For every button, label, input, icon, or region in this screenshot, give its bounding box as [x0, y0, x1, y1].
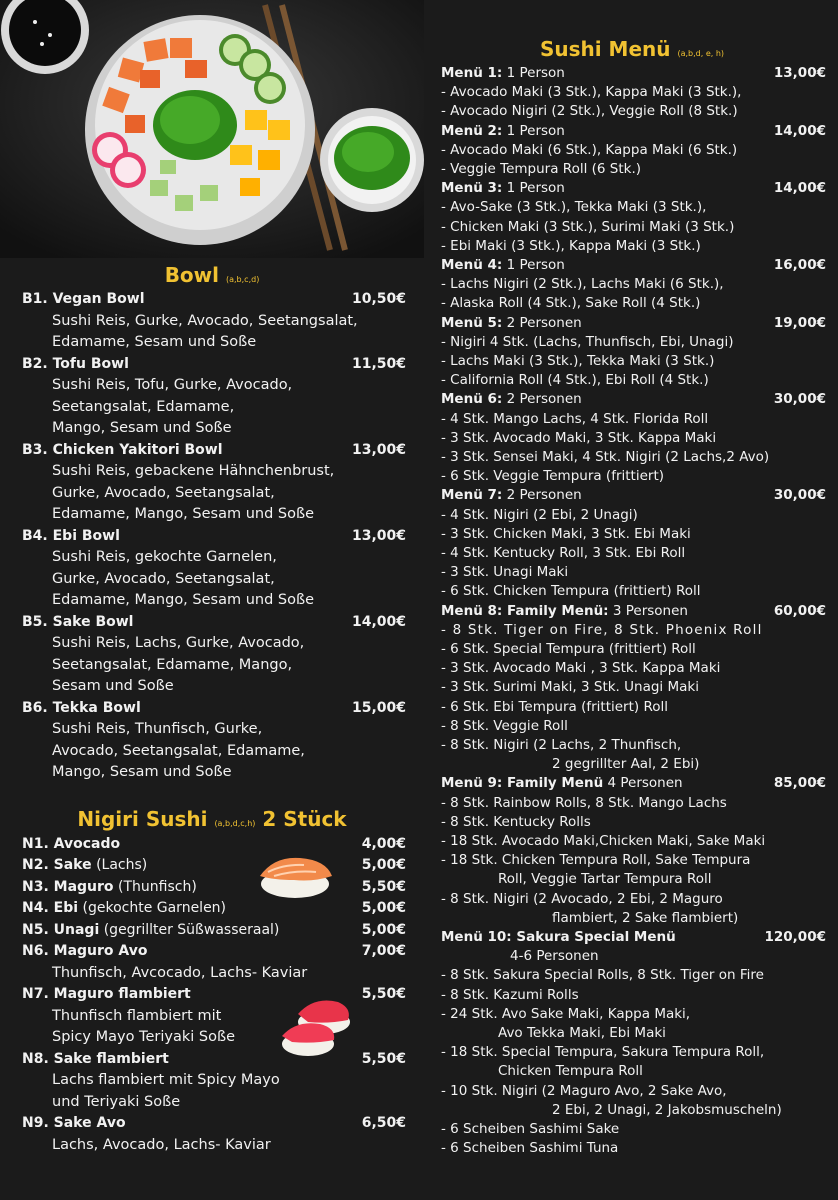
- sushi-menu-persons: 2 Personen: [502, 314, 582, 331]
- sushi-menu-name-wrap: [441, 928, 676, 947]
- sushi-menu-title: Sushi Menü: [539, 37, 671, 61]
- nigiri-item: [0, 941, 424, 984]
- nigiri-item-name-wrap: [22, 1113, 126, 1135]
- nigiri-item-name-wrap: [22, 877, 197, 899]
- sushi-menu-line: - Nigiri 4 Stk. (Lachs, Thunfisch, Ebi, Unagi): [441, 333, 734, 350]
- sushi-menu-line: - 18 Stk. Avocado Maki,Chicken Maki, Sake Maki: [441, 832, 766, 849]
- nigiri-item-description: Spicy Mayo Teriyaki Soße: [52, 1029, 235, 1045]
- sushi-menu-header: [432, 122, 832, 141]
- sushi-menu-line: - 6 Scheiben Sashimi Tuna: [441, 1140, 619, 1157]
- sushi-menu-line: - Chicken Maki (3 Stk.), Surimi Maki (3 Stk.): [441, 218, 735, 235]
- sushi-menu-line: - 6 Stk. Chicken Tempura (frittiert) Roll: [441, 583, 701, 600]
- nigiri-item-name-wrap: [22, 834, 120, 856]
- sushi-menu-label: Menü 3:: [441, 180, 503, 197]
- nigiri-item-note: (gekochte Garnelen): [78, 900, 227, 916]
- nigiri-item-note: (Thunfisch): [113, 878, 197, 895]
- nigiri-suffix: 2 Stück: [262, 806, 347, 831]
- sushi-menu-persons: 2 Personen: [502, 391, 582, 408]
- sushi-menu-line: - 3 Stk. Surimi Maki, 3 Stk. Unagi Maki: [441, 679, 699, 696]
- sushi-menu-label: Menü 4:: [441, 256, 503, 273]
- sushi-menu-line: - California Roll (4 Stk.), Ebi Roll (4 Stk.): [441, 372, 709, 389]
- sushi-menu-label: Menü 1:: [441, 65, 503, 81]
- salmon-nigiri-photo: [254, 850, 336, 906]
- bowl-item-description: Mango, Sesam und Soße: [52, 764, 232, 780]
- bowl-item: [0, 526, 424, 612]
- bowl-item-price: 13,00€: [351, 441, 406, 458]
- bowl-item: [0, 354, 424, 440]
- nigiri-item-note: (Lachs): [91, 857, 148, 873]
- sushi-menu-line: - Alaska Roll (4 Stk.), Sake Roll (4 Stk.): [441, 295, 701, 312]
- sushi-menu-line: Chicken Tempura Roll: [498, 1063, 643, 1080]
- sushi-menu-line: - Avocado Nigiri (2 Stk.), Veggie Roll (8 Stk.): [441, 103, 738, 120]
- bowl-item-price: 13,00€: [351, 527, 406, 544]
- nigiri-item-price: 5,50€: [361, 878, 406, 895]
- nigiri-item-row: [0, 941, 424, 963]
- sushi-menu-line: - 8 Stk. Kentucky Rolls: [441, 813, 591, 830]
- nigiri-item: [0, 834, 424, 856]
- sushi-menu-name-wrap: [441, 602, 688, 621]
- nigiri-item-row: [0, 1113, 424, 1135]
- sushi-menu-item: [432, 314, 832, 391]
- sushi-menu-list: [432, 64, 832, 1158]
- nigiri-allergens: (a,b,d,c,h): [214, 818, 256, 828]
- sushi-menu-label: Menü 5:: [441, 314, 503, 331]
- bowl-item-name: B6. Tekka Bowl: [22, 699, 141, 716]
- sushi-menu-persons: 1 Person: [502, 65, 565, 81]
- sushi-menu-price: 14,00€: [773, 122, 826, 139]
- sushi-menu-line: - Veggie Tempura Roll (6 Stk.): [441, 160, 642, 177]
- sushi-menu-line: - Avocado Maki (6 Stk.), Kappa Maki (6 Stk.): [441, 141, 738, 158]
- bowl-item-row: [0, 289, 424, 311]
- sushi-menu-line: flambiert, 2 Sake flambiert): [552, 909, 739, 926]
- sushi-menu-line: - 8 Stk. Nigiri (2 Avocado, 2 Ebi, 2 Maguro: [441, 890, 723, 907]
- poke-bowl-photo: [0, 0, 424, 258]
- bowl-section-title: [0, 261, 424, 289]
- sushi-menu-label: Menü 2:: [441, 122, 503, 139]
- bowl-item-description: Sushi Reis, Gurke, Avocado, Seetangsalat,: [52, 312, 358, 329]
- bowl-item: [0, 289, 424, 354]
- sushi-menu-name-wrap: [441, 179, 565, 198]
- sushi-menu-header: [432, 256, 832, 275]
- sushi-menu-label: Menü 6:: [441, 391, 503, 408]
- sushi-menu-line: - 3 Stk. Unagi Maki: [441, 564, 569, 581]
- sushi-menu-name-wrap: [441, 122, 565, 141]
- bowl-item: [0, 612, 424, 698]
- sushi-menu-persons: 1 Person: [502, 256, 565, 273]
- bowl-item-row: [0, 612, 424, 634]
- nigiri-item-row: [0, 877, 424, 899]
- nigiri-section-title: [0, 804, 424, 834]
- bowl-item-description: Gurke, Avocado, Seetangsalat,: [52, 484, 275, 501]
- bowl-item-description: Edamame, Mango, Sesam und Soße: [52, 592, 315, 608]
- nigiri-item: [0, 984, 424, 1049]
- sushi-menu-line: - 8 Stk. Tiger on Fire, 8 Stk. Phoenix Roll: [441, 621, 763, 638]
- sushi-menu-label: Menü 8: Family Menü:: [441, 602, 609, 619]
- nigiri-item-name: N1. Avocado: [22, 835, 121, 852]
- sushi-menu-item: [432, 122, 832, 180]
- sushi-menu-line: - 18 Stk. Chicken Tempura Roll, Sake Tempura: [441, 852, 751, 869]
- bowl-item-row: [0, 440, 424, 462]
- nigiri-item-row: [0, 898, 424, 920]
- bowl-item-name: B5. Sake Bowl: [22, 613, 134, 630]
- sushi-menu-name-wrap: [441, 256, 565, 275]
- sushi-menu-price: 60,00€: [773, 602, 826, 619]
- sushi-menu-item: [432, 486, 832, 601]
- sushi-menu-header: [432, 314, 832, 333]
- bowl-item-description: Sushi Reis, Lachs, Gurke, Avocado,: [52, 635, 305, 651]
- sushi-menu-header: [432, 179, 832, 198]
- bowl-item: [0, 440, 424, 526]
- sushi-menu-line: - 8 Stk. Veggie Roll: [441, 717, 568, 734]
- nigiri-item-price: 5,50€: [361, 986, 406, 1002]
- sushi-menu-header: [432, 64, 832, 83]
- nigiri-item: [0, 898, 424, 920]
- nigiri-item-price: 5,50€: [361, 1050, 406, 1067]
- sushi-menu-label: Menü 9: Family Menü: [441, 775, 604, 792]
- sushi-menu-line: 2 gegrillter Aal, 2 Ebi): [552, 756, 700, 773]
- sushi-menu-item: [432, 390, 832, 486]
- bowl-item-description: Seetangsalat, Edamame,: [52, 398, 235, 415]
- sushi-menu-persons: 1 Person: [502, 180, 565, 197]
- nigiri-item-name: N7. Maguro flambiert: [22, 986, 191, 1002]
- bowl-item-description: Sushi Reis, gekochte Garnelen,: [52, 549, 277, 565]
- sushi-menu-line: - 6 Scheiben Sashimi Sake: [441, 1121, 620, 1138]
- bowl-item-description: Seetangsalat, Edamame, Mango,: [52, 656, 293, 673]
- nigiri-item-price: 6,50€: [361, 1115, 406, 1131]
- sushi-menu-line: Roll, Veggie Tartar Tempura Roll: [498, 871, 712, 888]
- bowl-item-price: 11,50€: [351, 355, 406, 372]
- sushi-menu-price: 14,00€: [773, 180, 826, 197]
- sushi-menu-label: Menü 7:: [441, 487, 503, 504]
- sushi-menu-price: 16,00€: [773, 256, 826, 273]
- sushi-menu-line: 2 Ebi, 2 Unagi, 2 Jakobsmuscheln): [552, 1101, 782, 1118]
- nigiri-item-price: 7,00€: [361, 943, 406, 959]
- bowl-item-description: Sushi Reis, Thunfisch, Gurke,: [52, 721, 263, 737]
- nigiri-item-name-wrap: [22, 898, 226, 920]
- bowl-allergens: (a,b,c,d): [225, 275, 260, 284]
- sushi-menu-header: [432, 390, 832, 409]
- nigiri-item-description: Thunfisch flambiert mit: [52, 1007, 222, 1024]
- bowl-title: Bowl: [164, 263, 220, 287]
- sushi-menu-item: [432, 179, 832, 256]
- nigiri-item: [0, 1113, 424, 1156]
- bowl-item-description: Mango, Sesam und Soße: [52, 420, 232, 436]
- bowl-item-name: B1. Vegan Bowl: [22, 291, 145, 307]
- sushi-menu-line: - 24 Stk. Avo Sake Maki, Kappa Maki,: [441, 1005, 691, 1022]
- sushi-menu-line: - Avo-Sake (3 Stk.), Tekka Maki (3 Stk.),: [441, 199, 707, 216]
- sushi-menu-price: 120,00€: [764, 929, 826, 945]
- nigiri-item: [0, 877, 424, 899]
- sushi-menu-header: [432, 602, 832, 621]
- nigiri-item: [0, 1049, 424, 1114]
- sushi-menu-item: [432, 602, 832, 775]
- sushi-menu-line: - 4 Stk. Mango Lachs, 4 Stk. Florida Roll: [441, 410, 709, 427]
- bowl-item-description: Avocado, Seetangsalat, Edamame,: [52, 742, 305, 759]
- sushi-menu-line: - 6 Stk. Veggie Tempura (frittiert): [441, 468, 665, 485]
- sushi-menu-item: [432, 928, 832, 1158]
- sushi-menu-price: 19,00€: [773, 314, 826, 331]
- sushi-menu-line: - 6 Stk. Special Tempura (frittiert) Roll: [441, 640, 696, 657]
- bowl-item: [0, 698, 424, 784]
- sushi-menu-persons: 4 Personen: [603, 775, 683, 792]
- sushi-menu-line: - 3 Stk. Avocado Maki , 3 Stk. Kappa Maki: [441, 660, 721, 677]
- sushi-menu-item: [432, 774, 832, 928]
- nigiri-item-name-wrap: [22, 941, 148, 963]
- sushi-menu-persons: 2 Personen: [502, 487, 582, 504]
- bowl-item-price: 15,00€: [351, 699, 406, 716]
- bowl-item-price: 14,00€: [351, 613, 406, 630]
- sushi-menu-line: - 8 Stk. Sakura Special Rolls, 8 Stk. Tiger on Fire: [441, 967, 764, 984]
- nigiri-item-name-wrap: [22, 855, 147, 877]
- nigiri-item-price: 5,00€: [361, 900, 406, 916]
- sushi-menu-allergens: (a,b,d, e, h): [677, 49, 725, 58]
- sushi-menu-line: - 8 Stk. Kazumi Rolls: [441, 986, 579, 1003]
- nigiri-item-name: N4. Ebi: [22, 900, 79, 916]
- nigiri-item: [0, 920, 424, 942]
- left-column: [0, 258, 424, 1156]
- nigiri-item-name: N2. Sake: [22, 857, 92, 873]
- sushi-menu-line: - Ebi Maki (3 Stk.), Kappa Maki (3 Stk.): [441, 237, 701, 254]
- sushi-menu-line: - 18 Stk. Special Tempura, Sakura Tempura Roll,: [441, 1044, 765, 1061]
- nigiri-item-note: (gegrillter Süßwasseraal): [99, 921, 280, 938]
- nigiri-item-name: N6. Maguro Avo: [22, 943, 148, 959]
- nigiri-item-name-wrap: [22, 984, 191, 1006]
- bowl-item-row: [0, 526, 424, 548]
- sushi-menu-item: [432, 256, 832, 314]
- bowl-item-name: B4. Ebi Bowl: [22, 527, 120, 544]
- nigiri-title: Nigiri Sushi: [77, 806, 208, 831]
- bowl-item-description: Sushi Reis, gebackene Hähnchenbrust,: [52, 463, 335, 479]
- nigiri-item-name: N8. Sake flambiert: [22, 1050, 169, 1067]
- sushi-menu-section-title: [432, 34, 832, 64]
- sushi-menu-line: - 4 Stk. Nigiri (2 Ebi, 2 Unagi): [441, 506, 638, 523]
- sushi-menu-line: - Avocado Maki (3 Stk.), Kappa Maki (3 Stk.),: [441, 84, 742, 101]
- bowl-list: [0, 289, 424, 784]
- sushi-menu-price: 30,00€: [773, 391, 826, 408]
- nigiri-item-name: N5. Unagi: [22, 921, 100, 938]
- bowl-item-description: Sushi Reis, Tofu, Gurke, Avocado,: [52, 377, 293, 393]
- sushi-menu-line: - 4 Stk. Kentucky Roll, 3 Stk. Ebi Roll: [441, 544, 686, 561]
- nigiri-item-row: [0, 920, 424, 942]
- sushi-menu-line: - Lachs Nigiri (2 Stk.), Lachs Maki (6 Stk.),: [441, 276, 724, 293]
- nigiri-item-price: 4,00€: [361, 835, 406, 852]
- sushi-menu-item: [432, 64, 832, 122]
- sushi-menu-line: Avo Tekka Maki, Ebi Maki: [498, 1025, 666, 1041]
- sushi-menu-price: 13,00€: [773, 65, 826, 81]
- bowl-item-description: Gurke, Avocado, Seetangsalat,: [52, 570, 275, 587]
- nigiri-item-description: Lachs, Avocado, Lachs- Kaviar: [52, 1136, 271, 1153]
- bowl-item-description: Sesam und Soße: [52, 678, 174, 694]
- sushi-menu-line: - 3 Stk. Chicken Maki, 3 Stk. Ebi Maki: [441, 525, 691, 542]
- sushi-menu-persons: 1 Person: [502, 122, 565, 139]
- sushi-menu-line: - 10 Stk. Nigiri (2 Maguro Avo, 2 Sake Avo,: [441, 1082, 727, 1099]
- sushi-menu-header: [432, 774, 832, 793]
- bowl-item-row: [0, 354, 424, 376]
- sushi-menu-header: [432, 486, 832, 505]
- bowl-item-name: B2. Tofu Bowl: [22, 355, 129, 372]
- nigiri-item-description: Lachs flambiert mit Spicy Mayo: [52, 1072, 280, 1088]
- nigiri-item-description: und Teriyaki Soße: [52, 1093, 181, 1110]
- sushi-menu-price: 30,00€: [773, 487, 826, 504]
- sushi-menu-name-wrap: [441, 314, 582, 333]
- nigiri-item-description: Thunfisch, Avcocado, Lachs- Kaviar: [52, 964, 308, 981]
- bowl-item-name: B3. Chicken Yakitori Bowl: [22, 441, 223, 458]
- nigiri-item-row: [0, 834, 424, 856]
- bowl-item-description: Edamame, Sesam und Soße: [52, 334, 257, 350]
- nigiri-item-name: N9. Sake Avo: [22, 1115, 126, 1131]
- sushi-menu-name-wrap: [441, 64, 565, 83]
- sushi-menu-name-wrap: [441, 774, 683, 793]
- nigiri-item-name: N3. Maguro: [22, 878, 114, 895]
- sushi-menu-line: - 8 Stk. Rainbow Rolls, 8 Stk. Mango Lachs: [441, 794, 727, 811]
- sushi-menu-line: 4-6 Personen: [510, 948, 599, 965]
- sushi-menu-persons: 3 Personen: [608, 602, 688, 619]
- nigiri-item-price: 5,00€: [361, 921, 406, 938]
- right-column: [432, 34, 832, 1158]
- sushi-menu-name-wrap: [441, 486, 582, 505]
- nigiri-item-name-wrap: [22, 1049, 169, 1071]
- sushi-menu-line: - 3 Stk. Sensei Maki, 4 Stk. Nigiri (2 Lachs,2 Avo): [441, 448, 770, 465]
- nigiri-item: [0, 855, 424, 877]
- bowl-item-description: Edamame, Mango, Sesam und Soße: [52, 506, 315, 522]
- nigiri-item-row: [0, 855, 424, 877]
- sushi-menu-line: - Lachs Maki (3 Stk.), Tekka Maki (3 Stk.): [441, 352, 715, 369]
- bowl-item-row: [0, 698, 424, 720]
- sushi-menu-label: Menü 10: Sakura Special Menü: [441, 929, 676, 945]
- tuna-nigiri-photo: [278, 994, 352, 1064]
- sushi-menu-line: - 6 Stk. Ebi Tempura (frittiert) Roll: [441, 698, 668, 715]
- nigiri-item-row: [0, 1049, 424, 1071]
- sushi-menu-name-wrap: [441, 390, 582, 409]
- nigiri-list: [0, 834, 424, 1157]
- nigiri-item-name-wrap: [22, 920, 279, 942]
- nigiri-item-row: [0, 984, 424, 1006]
- sushi-menu-price: 85,00€: [773, 775, 826, 792]
- bowl-item-price: 10,50€: [351, 291, 406, 307]
- sushi-menu-line: - 3 Stk. Avocado Maki, 3 Stk. Kappa Maki: [441, 429, 717, 446]
- sushi-menu-line: - 8 Stk. Nigiri (2 Lachs, 2 Thunfisch,: [441, 736, 682, 753]
- sushi-menu-header: [432, 928, 832, 947]
- nigiri-item-price: 5,00€: [361, 857, 406, 873]
